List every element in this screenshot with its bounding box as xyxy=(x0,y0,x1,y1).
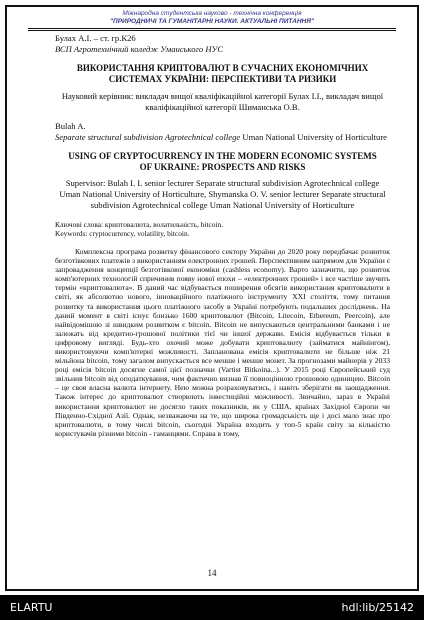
author-en: Bulah A. xyxy=(55,121,86,132)
title-en: USING OF CRYPTOCURRENCY IN THE MODERN ECONOMIC SYSTEMS OF UKRAINE: PROSPECTS AND RISKS xyxy=(68,150,377,172)
footer-handle-link[interactable]: hdl:lib/25142 xyxy=(341,601,414,614)
affiliation-en xyxy=(55,132,390,143)
page-number: 14 xyxy=(207,568,217,578)
footer-left-label: ELARTU xyxy=(10,601,53,614)
conference-header-line2: "ПРИРОДНИЧІ ТА ГУМАНІТАРНІ НАУКИ. АКТУАЛЬНІ ПИТАННЯ" xyxy=(109,18,315,25)
keywords-en: Keywords: cryptocurrency, volatility, bitcoin. xyxy=(55,229,190,239)
repository-footer xyxy=(0,595,424,620)
header-divider xyxy=(28,28,396,31)
conference-header xyxy=(40,10,384,26)
body-paragraph: Комплексна програма розвитку фінансового сектору України до 2020 року передбачає розвиток безготівкових платежів з використанням електронних грошей. Перспективним напрямом для України є запровадження концепції безготівкової економіки (cashless economy). Варто зазначити, що розвиток комп'ютерних технологій спричинив появу нової епохи – «електронних грошей» і все частіше звучить термін «криптовалюта». В даний час відбувається поширення обсягів використання криптовалюти в світі, як абсолютно нового, інноваційного платіжного інструменту XXI століття, тому питання розвитку та використання цього платіжного засобу в Україні потребують подальших досліджень. На даний момент в світі існує близько 1600 криптовалют (Bitcoin, Litecoin, Ethereum, Peercoin), але найвідомішою зі швидким розвитком є bitcoin. Bitcoin не випускаються центральними банками і не залежать від кредитно-грошової політики тієї чи іншої держави. Емісія відбувається тільки в цифровому вигляді. Будь-хто охочий може добувати криптовалюту (займатися майнінгом), використовуючи комп'ютерні можливості. Запланована емісія криптовалюти не більше ніж 21 мільйона bitcoin, тому загалом випускається все менше і менше монет. За прогнозами майнерів у 2033 році емісія bitcoin досягне самої цієї позначки (Vartist Bitkoina...). У 2015 році Європейський суд звільнив bitcoin від оподаткування, чим фактично визнав її повноцінною грошовою одиницею. Bitcoin – це своя власна валюта інтернету. Нею можна розраховуватись, і навіть зберігати як заощадження. Також інтерес до криптовалют створюють інвестиційні можливості. Звичайно, зараз в Україні використання криптовалют не досягло таких показників, як у США, країнах Західної Європи чи Південно-Східної Азії. Однак, незважаючи на те, що широка громадськість ще і досі мало знає про криптовалюти, в тому числі bitcoin, сьогодні Україна входить у топ-5 країн світу за кількістю користувачів різними bitcoin - гаманцями. Справа в тому, xyxy=(55,246,390,438)
affiliation-en-rest: Uman National University of Horticulture xyxy=(240,132,387,142)
title-uk: ВИКОРИСТАННЯ КРИПТОВАЛЮТ В СУЧАСНИХ ЕКОНОМІЧНИХ СИСТЕМАХ УКРАЇНИ: ПЕРСПЕКТИВИ ТА РИЗИКИ xyxy=(76,63,369,85)
conference-header-line1: Міжнародна студентська науково - технічна конференція xyxy=(122,10,302,17)
keywords-uk: Ключові слова: криптовалюта, волатильність, bitcoin. xyxy=(55,219,224,229)
supervisor-uk: Науковий керівник: викладач вищої кваліфікаційної категорії Булах І.І., викладач вищої кваліфікаційної категорії Шиманська О.В. xyxy=(61,90,384,112)
author-uk: Булах А.І. – ст. гр.К26 xyxy=(55,33,136,43)
article-content xyxy=(55,33,390,438)
affiliation-en-italic: Separate structural subdivision Agrotechnical college xyxy=(55,132,241,142)
affiliation-uk: ВСП Агротехнічний коледж Уманського НУС xyxy=(55,44,224,54)
supervisor-en: Supervisor: Bulah I. I. senior lecturer Separate structural subdivision Agrotechnical college Uman National University of Horticulture, Shymanska O. V. senior lecturer Separate structural subdivision Agrotechnical college Uman National University of Horticulture xyxy=(59,178,386,210)
